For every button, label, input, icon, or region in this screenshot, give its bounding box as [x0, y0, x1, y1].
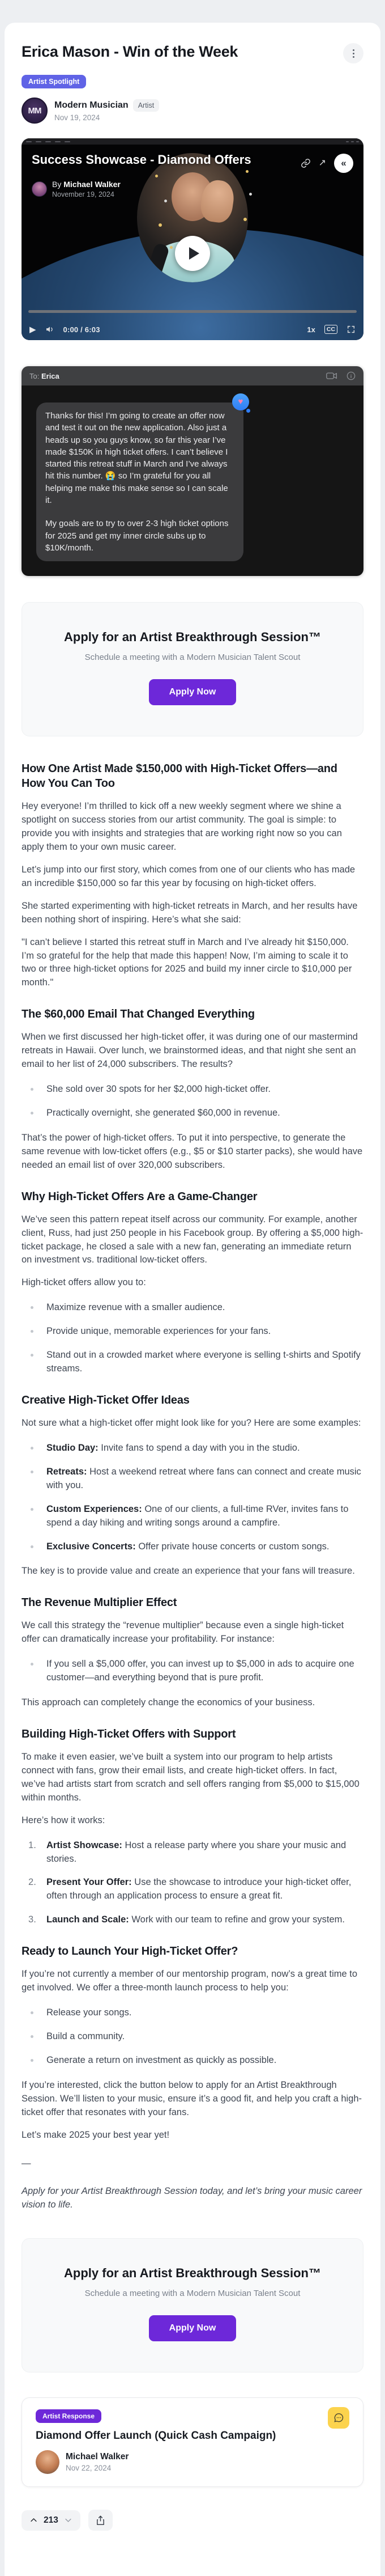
post-date: Nov 19, 2024	[54, 113, 100, 122]
video-author-avatar	[32, 181, 47, 197]
article-heading: Creative High-Ticket Offer Ideas	[22, 1394, 190, 1406]
vote-count: 213	[44, 2515, 58, 2525]
list-item-lead: Present Your Offer:	[46, 1877, 132, 1888]
article-paragraph: We call this strategy the “revenue multiplier” because even a single high-ticket offer can dramatically increase your profitability. For instance:	[22, 1620, 344, 1645]
video-author-name: Michael Walker	[63, 180, 121, 189]
article-paragraph: That’s the power of high-ticket offers. To put it into perspective, to generate the same revenue with low-ticket offers (e.g., $5 or $10 starter packs), she would have needed an email list of over 320,000 subscribers.	[22, 1132, 363, 1170]
chat-recipient: Erica	[41, 371, 59, 380]
chat-screenshot	[22, 366, 363, 576]
playback-speed-button[interactable]: 1x	[307, 325, 315, 334]
article-heading: The $60,000 Email That Changed Everything	[22, 1008, 255, 1021]
video-title: Success Showcase - Diamond Offers	[32, 152, 251, 167]
avatar: MM	[22, 98, 48, 124]
article-paragraph: She started experimenting with high-ticket retreats in March, and her results have been nothing short of inspiring. Here’s what she said:	[22, 900, 358, 925]
article-list-item: Exclusive Concerts: Offer private house concerts or custom songs.	[22, 1540, 363, 1554]
cta-card	[22, 2238, 363, 2372]
article-list-item: Generate a return on investment as quickly as possible.	[22, 2054, 363, 2067]
list-item-lead: Launch and Scale:	[46, 1914, 129, 1925]
light-dot	[243, 218, 247, 221]
apply-now-button[interactable]: Apply Now	[149, 679, 237, 705]
response-date: Nov 22, 2024	[66, 2464, 112, 2473]
heart-reaction: ♥	[232, 393, 249, 410]
video-time: 0:00 / 6:03	[63, 325, 100, 334]
article-list-item: Custom Experiences: One of our clients, a full-time RVer, invites fans to spend a day hiking and writing songs around a campfire.	[22, 1503, 363, 1530]
info-icon[interactable]	[346, 371, 356, 380]
article-body	[22, 761, 363, 2212]
article-numbered-list	[22, 1839, 363, 1927]
cta-subtext: Schedule a meeting with a Modern Musician Talent Scout	[84, 653, 301, 663]
article-paragraph: When we first discussed her high-ticket offer, it was during one of our mastermind retreats in Hawaii. Over lunch, we brainstormed ideas, and that night she sent an email to her list of 24,000 subscribers. The results?	[22, 1032, 358, 1070]
cta-subtext: Schedule a meeting with a Modern Musician Talent Scout	[84, 2289, 301, 2299]
article-bullet-list	[22, 2006, 363, 2067]
list-item-lead: Artist Showcase:	[46, 1840, 122, 1850]
video-call-icon[interactable]	[326, 372, 337, 380]
byline-prefix: By	[52, 180, 62, 189]
response-title: Diamond Offer Launch (Quick Cash Campaign)	[36, 2430, 276, 2442]
cta-heading: Apply for an Artist Breakthrough Session™	[64, 630, 321, 645]
vote-control	[22, 2510, 80, 2531]
article-list-item: Retreats: Host a weekend retreat where fans can connect and create music with you.	[22, 1465, 363, 1493]
copy-link-icon[interactable]	[301, 158, 311, 168]
downvote-icon[interactable]	[64, 2516, 72, 2524]
light-dot	[159, 223, 162, 227]
article-list-item: Launch and Scale: Work with our team to refine and grow your system.	[46, 1914, 345, 1925]
list-item-lead: Retreats:	[46, 1466, 87, 1477]
article-list-item: Artist Showcase: Host a release party where you share your music and stories.	[46, 1840, 346, 1864]
article-paragraph: Hey everyone! I’m thrilled to kick off a new weekly segment where we shine a spotlight on success stories from our artist community. The goal is simple: to provide you with insights and strategies that are working right now so you can apply them to your own music career.	[22, 801, 342, 853]
article-list-item: She sold over 30 spots for her $2,000 high-ticket offer.	[22, 1083, 363, 1096]
apply-now-button[interactable]: Apply Now	[149, 2315, 237, 2341]
video-progress-bar[interactable]	[28, 310, 357, 313]
article-paragraph: We’ve seen this pattern repeat itself across our community. For example, another client, Russ, had just 250 people in his Facebook group. By offering a $5,000 high-ticket package, he closed a sale with a new fan, generating an immediate return on investment vs. traditional low-ticket offers.	[22, 1214, 363, 1265]
article-list-item: Maximize revenue with a smaller audience.	[22, 1301, 363, 1315]
play-control-icon[interactable]: ▶	[29, 325, 36, 334]
article-heading: How One Artist Made $150,000 with High-Ticket Offers—and How You Can Too	[22, 762, 337, 790]
article-paragraph: Let’s jump into our first story, which comes from one of our clients who has made an incredible $150,000 so far this year by focusing on high-ticket offers.	[22, 864, 356, 888]
article-bullet-list	[22, 1658, 363, 1685]
chat-to-label: To:	[29, 371, 40, 380]
volume-icon[interactable]	[45, 325, 54, 334]
article-heading: Building High-Ticket Offers with Support	[22, 1727, 236, 1740]
article-list-item: Present Your Offer: Use the showcase to introduce your high-ticket offer, often through an application process to ensure a great fit.	[46, 1877, 352, 1901]
chat-message-paragraph: My goals are to try to over 2-3 high ticket options for 2025 and get my inner circle subs up to $10K/month.	[45, 519, 229, 553]
category-badge: Artist Spotlight	[22, 75, 86, 88]
upvote-icon[interactable]	[29, 2516, 38, 2524]
share-button[interactable]	[88, 2510, 113, 2531]
response-author-avatar	[36, 2450, 59, 2474]
article-heading: Ready to Launch Your High-Ticket Offer?	[22, 1945, 238, 1958]
author-row	[22, 98, 363, 124]
article-paragraph: If you’re not currently a member of our mentorship program, now’s a great time to get involved. We offer a three-month launch process to help you:	[22, 1969, 358, 1993]
video-date: November 19, 2024	[52, 190, 114, 198]
play-button[interactable]	[175, 236, 210, 271]
list-item-lead: Exclusive Concerts:	[46, 1541, 136, 1552]
section-divider: —	[22, 2158, 31, 2168]
article-paragraph: High-ticket offers allow you to:	[22, 1277, 146, 1288]
comment-bubble-button[interactable]	[328, 2407, 349, 2429]
article-paragraph: Here’s how it works:	[22, 1815, 105, 1825]
response-badge: Artist Response	[36, 2409, 101, 2423]
list-item-lead: Custom Experiences:	[46, 1503, 142, 1514]
article-paragraph: The key is to provide value and create an experience that your fans will treasure.	[22, 1566, 355, 1577]
list-item-lead: Studio Day:	[46, 1442, 99, 1453]
article-paragraph: To make it even easier, we’ve built a system into our program to help artists connect with fans, grow their email lists, and create high-ticket offers. In fact, we’ve had artists start from scratch and sell offers ranging from $5,000 to $15,000 within months.	[22, 1751, 360, 1803]
article-paragraph: This approach can completely change the economics of your business.	[22, 1697, 315, 1708]
light-dot	[164, 200, 167, 202]
article-list-item: Build a community.	[22, 2030, 363, 2044]
article-list-item: Stand out in a crowded market where everyone is selling t-shirts and Spotify streams.	[22, 1349, 363, 1376]
menu-bar-strip	[22, 138, 363, 145]
post-card	[5, 23, 380, 2576]
article-list-item: Studio Day: Invite fans to spend a day with you in the studio.	[22, 1442, 363, 1455]
article-bullet-list	[22, 1301, 363, 1376]
article-heading: Why High-Ticket Offers Are a Game-Changer	[22, 1190, 258, 1203]
more-options-button[interactable]	[343, 43, 363, 63]
article-paragraph: "I can’t believe I started this retreat stuff in March and I’ve already hit $150,000. I’m so grateful for the help that made this happen! Now, I’m aiming to scale it to two or three high-ticket options for 2025 and build my inner circle to $10,000 per month."	[22, 937, 352, 988]
video-player[interactable]	[22, 138, 363, 340]
author-role-tag: Artist	[133, 99, 159, 112]
collapse-button[interactable]: «	[334, 154, 353, 173]
response-author-name: Michael Walker	[66, 2452, 129, 2462]
author-name: Modern Musician	[54, 100, 129, 110]
article-paragraph: If you’re interested, click the button below to apply for an Artist Breakthrough Session. We’ll listen to your music, ensure it’s a good fit, and help you craft a high-ticket offer that resonates with your fans.	[22, 2079, 362, 2117]
article-paragraph: Apply for your Artist Breakthrough Session today, and let’s bring your music career vision to life.	[22, 2186, 362, 2210]
article-paragraph: Let’s make 2025 your best year yet!	[22, 2129, 170, 2140]
chat-message-bubble	[36, 397, 243, 561]
chat-message-paragraph: Thanks for this! I’m going to create an offer now and test it out on the new application. Also just a heads up so you guys know, so far this year I’ve made $150K in high ticket offers. I can’t believe I started this retreat stuff in March and I’ve always hit this number. 😭 so I’m grateful for you all helping me make this make sense so I can scale it.	[45, 411, 228, 506]
article-list-item: If you sell a $5,000 offer, you can invest up to $5,000 in ads to acquire one customer—and everything beyond that is pure profit.	[22, 1658, 363, 1685]
article-list-item: Provide unique, memorable experiences for your fans.	[22, 1325, 363, 1338]
cta-heading: Apply for an Artist Breakthrough Session™	[64, 2266, 321, 2281]
article-list-item: Practically overnight, she generated $60,000 in revenue.	[22, 1107, 363, 1120]
article-bullet-list	[22, 1083, 363, 1120]
cta-card	[22, 602, 363, 736]
light-dot	[170, 246, 173, 249]
captions-button[interactable]: CC	[324, 325, 337, 334]
fullscreen-icon[interactable]	[346, 325, 356, 334]
article-list-item: Release your songs.	[22, 2006, 363, 2020]
open-external-icon[interactable]: ↗	[318, 158, 326, 168]
article-heading: The Revenue Multiplier Effect	[22, 1596, 177, 1609]
page-title: Erica Mason - Win of the Week	[22, 43, 238, 60]
article-paragraph: Not sure what a high-ticket offer might look like for you? Here are some examples:	[22, 1418, 361, 1428]
footer-bar	[22, 2510, 363, 2531]
article-bullet-list	[22, 1442, 363, 1554]
artist-response-card[interactable]	[22, 2397, 363, 2487]
play-icon	[189, 247, 199, 260]
